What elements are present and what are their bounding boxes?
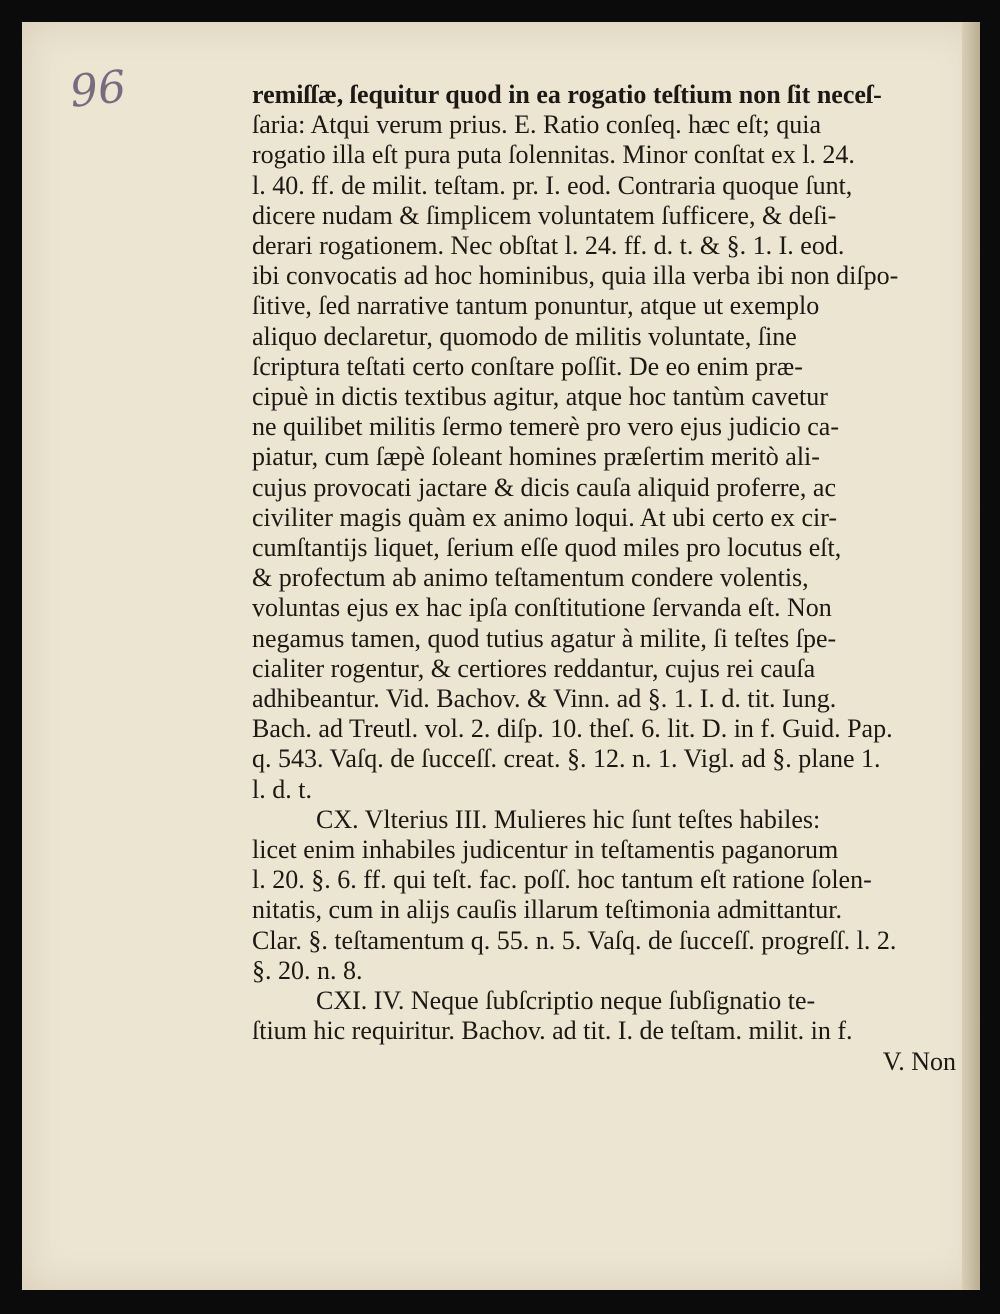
text-line: Bach. ad Treutl. vol. 2. diſp. 10. theſ. 6. lit. D. in f. Guid. Pap. xyxy=(252,714,893,744)
text-line: licet enim inhabiles judicentur in teſtamentis paganorum xyxy=(252,835,839,865)
text-line: negamus tamen, quod tutius agatur à milite, ſi teſtes ſpe- xyxy=(252,623,837,653)
text-line: ſcriptura teſtati certo conſtare poſſit. De eo enim præ- xyxy=(252,351,803,381)
page-number: 96 xyxy=(67,61,129,118)
text-line: ne quilibet militis ſermo temerè pro vero ejus judicio ca- xyxy=(252,412,839,442)
text-line: cumſtantijs liquet, ſerium eſſe quod miles pro locutus eſt, xyxy=(252,533,842,563)
catchword: V. Non xyxy=(882,1046,956,1076)
text-line: ibi convocatis ad hoc hominibus, quia illa verba ibi non diſpo- xyxy=(252,261,899,291)
text-line: voluntas ejus ex hac ipſa conſtitutione ſervanda eſt. Non xyxy=(252,593,832,623)
text-line: Clar. §. teſtamentum q. 55. n. 5. Vaſq. de ſucceſſ. progreſſ. l. 2. xyxy=(252,925,897,955)
body-text xyxy=(252,80,972,1077)
text-line: aliquo declaretur, quomodo de militis voluntate, ſine xyxy=(252,321,797,351)
text-line: cialiter rogentur, & certiores reddantur, cujus rei cauſa xyxy=(252,653,816,683)
paragraph-cx: CX. Vlterius III. Mulieres hic ſunt teſtes habiles: xyxy=(316,804,821,834)
text-line: civiliter magis quàm ex animo loqui. At ubi certo ex cir- xyxy=(252,502,838,532)
text-line: cujus provocati jactare & dicis cauſa aliquid proferre, ac xyxy=(252,472,837,502)
text-line: derari rogationem. Nec obſtat l. 24. ff. d. t. & §. 1. I. eod. xyxy=(252,231,845,261)
text-line: ſtium hic requiritur. Bachov. ad tit. I. de teſtam. milit. in f. xyxy=(252,1016,853,1046)
text-line: rogatio illa eſt pura puta ſolennitas. Minor conſtat ex l. 24. xyxy=(252,140,855,170)
paragraph-cxi: CXI. IV. Neque ſubſcriptio neque ſubſignatio te- xyxy=(316,986,816,1016)
book-page xyxy=(22,22,980,1290)
text-line: l. d. t. xyxy=(252,774,312,804)
text-line: remiſſæ, ſequitur quod in ea rogatio teſtium non ſit neceſ- xyxy=(252,80,882,109)
text-line: §. 20. n. 8. xyxy=(252,955,363,985)
text-line: l. 20. §. 6. ff. qui teſt. fac. poſſ. hoc tantum eſt ratione ſolen- xyxy=(252,865,872,895)
text-line: dicere nudam & ſimplicem voluntatem ſufficere, & deſi- xyxy=(252,200,837,230)
text-line: & profectum ab animo teſtamentum condere volentis, xyxy=(252,563,809,593)
text-line: ſitive, ſed narrative tantum ponuntur, atque ut exemplo xyxy=(252,291,820,321)
text-line: l. 40. ff. de milit. teſtam. pr. I. eod. Contraria quoque ſunt, xyxy=(252,170,853,200)
text-line: piatur, cum ſæpè ſoleant homines præſertim meritò ali- xyxy=(252,442,820,472)
text-line: adhibeantur. Vid. Bachov. & Vinn. ad §. 1. I. d. tit. Iung. xyxy=(252,684,837,714)
text-line: nitatis, cum in alijs cauſis illarum teſtimonia admittantur. xyxy=(252,895,842,925)
text-line: ſaria: Atqui verum prius. E. Ratio conſeq. hæc eſt; quia xyxy=(252,110,821,140)
text-line: cipuè in dictis textibus agitur, atque hoc tantùm cavetur xyxy=(252,382,828,412)
text-line: q. 543. Vaſq. de ſucceſſ. creat. §. 12. n. 1. Vigl. ad §. plane 1. xyxy=(252,744,881,774)
